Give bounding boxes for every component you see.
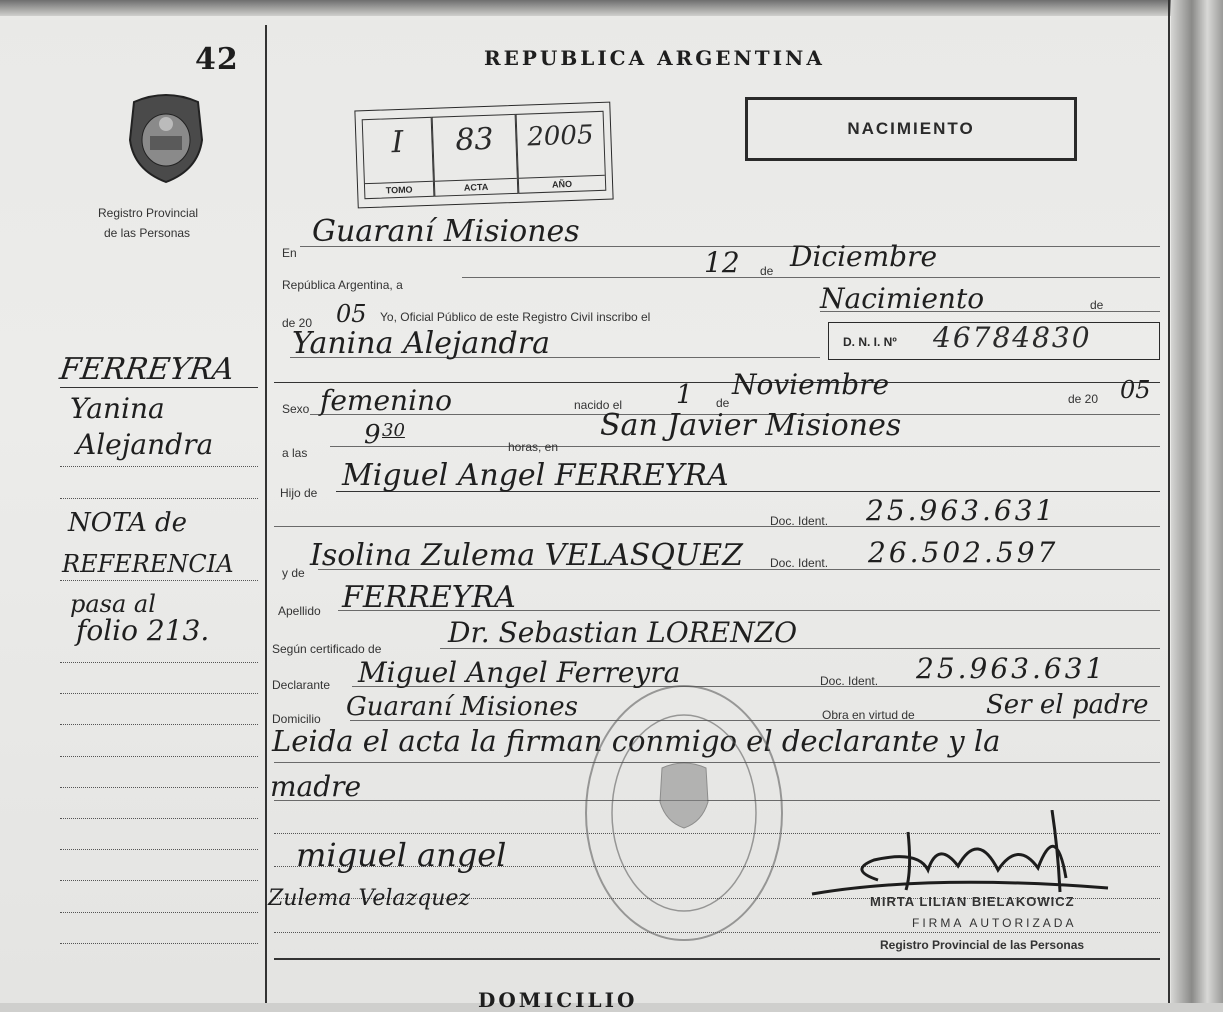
domicilio-value: Guaraní Misiones	[346, 692, 578, 722]
act-type-value: Nacimiento	[820, 282, 985, 315]
hijo-label: Hijo de	[280, 486, 318, 500]
birth-month-value: Noviembre	[732, 368, 890, 401]
apellido-label: Apellido	[278, 604, 321, 618]
closing-line-2: madre	[270, 770, 362, 803]
minutes-value: 30	[382, 420, 405, 441]
margin-rule	[60, 849, 258, 850]
a-las-label: a las	[282, 446, 308, 460]
footer-partial-heading: DOMICILIO	[478, 988, 638, 1012]
y-de-label: y de	[282, 566, 305, 580]
agency-line-1: Registro Provincial	[98, 206, 199, 220]
birth-year-suffix: 05	[1120, 376, 1151, 404]
mother-doc-label: Doc. Ident.	[770, 556, 829, 570]
margin-rule	[60, 662, 258, 663]
obra-value: Ser el padre	[986, 690, 1149, 720]
hour-value: 9	[364, 420, 381, 450]
margin-rule	[60, 943, 258, 944]
signature-mother: Zulema Velazquez	[268, 886, 470, 911]
acta-value: 83	[454, 121, 495, 158]
birth-place-value: San Javier Misiones	[600, 408, 902, 443]
apellido-value: FERREYRA	[342, 580, 516, 615]
declarante-doc-label: Doc. Ident.	[820, 674, 879, 688]
ano-label: AÑO	[519, 175, 605, 191]
margin-rule	[60, 756, 258, 757]
month-value: Diciembre	[790, 240, 938, 273]
coat-of-arms-icon	[124, 92, 208, 184]
birth-day-value: 1	[676, 380, 693, 410]
margin-note-1: NOTA de	[68, 508, 188, 538]
father-value: Miguel Angel FERREYRA	[342, 458, 729, 493]
margin-rule	[60, 580, 258, 581]
margin-rule	[60, 787, 258, 788]
margin-rule	[60, 818, 258, 819]
doctor-value: Dr. Sebastian LORENZO	[448, 616, 798, 649]
form-line	[274, 382, 1160, 383]
nacido-label: nacido el	[574, 398, 623, 412]
tomo-cell	[362, 117, 435, 199]
margin-rule	[60, 912, 258, 913]
page-number: 42	[195, 42, 239, 77]
official-title: FIRMA AUTORIZADA	[912, 916, 1077, 930]
margin-note-4: folio 213.	[76, 614, 210, 647]
mother-doc-value: 26.502.597	[868, 536, 1059, 569]
form-line	[274, 958, 1160, 960]
de3-label: de	[716, 396, 730, 410]
record-type-box	[745, 97, 1077, 161]
father-doc-value: 25.963.631	[866, 494, 1057, 527]
dni-label: D. N. I. Nº	[843, 335, 897, 349]
right-border	[1168, 0, 1170, 1003]
closing-line-1: Leida el acta la firman conmigo el declarante y la	[272, 724, 1001, 758]
tomo-label: TOMO	[365, 181, 433, 196]
oficial-text: Yo, Oficial Público de este Registro Civil inscribo el	[380, 310, 651, 324]
ano-value: 2005	[526, 120, 594, 153]
country-title: REPUBLICA ARGENTINA	[484, 46, 825, 70]
agency-line-2: de las Personas	[104, 226, 191, 240]
ano-cell	[516, 111, 607, 194]
margin-note-2: REFERENCIA	[62, 550, 234, 578]
declarante-value: Miguel Angel Ferreyra	[358, 656, 681, 689]
official-signature-icon	[808, 810, 1128, 906]
signature-declarant: miguel angel	[296, 836, 507, 874]
record-id-box	[354, 102, 613, 209]
margin-rule	[60, 466, 258, 467]
sexo-value: femenino	[320, 384, 452, 417]
form-line	[462, 277, 1160, 278]
acta-cell	[432, 114, 519, 197]
sexo-label: Sexo	[282, 402, 310, 416]
dni-box	[828, 322, 1160, 360]
en-label: En	[282, 246, 297, 260]
day-value: 12	[704, 246, 740, 279]
scan-shadow	[0, 0, 1223, 16]
declarante-label: Declarante	[272, 678, 331, 692]
domicilio-label: Domicilio	[272, 712, 321, 726]
form-line	[330, 446, 1160, 447]
margin-rule	[60, 387, 258, 388]
declarante-doc-value: 25.963.631	[916, 652, 1107, 685]
margin-surname: FERREYRA	[57, 352, 237, 387]
place-value: Guaraní Misiones	[312, 214, 580, 249]
official-seal-icon	[582, 682, 786, 944]
year-suffix: 05	[336, 300, 367, 328]
official-name: MIRTA LILIAN BIELAKOWICZ	[870, 894, 1075, 909]
margin-rule	[60, 498, 258, 499]
official-org: Registro Provincial de las Personas	[880, 938, 1085, 952]
margin-given-1: Yanina	[70, 392, 165, 425]
margin-given-2: Alejandra	[76, 428, 214, 461]
record-type: NACIMIENTO	[847, 119, 975, 138]
dni-value: 46784830	[933, 321, 1092, 354]
acta-label: ACTA	[435, 178, 517, 194]
birth-year-prefix: de 20	[1068, 392, 1099, 406]
segun-label: Según certificado de	[272, 642, 382, 656]
tomo-value: I	[390, 124, 405, 161]
father-doc-label: Doc. Ident.	[770, 514, 829, 528]
name-value: Yanina Alejandra	[292, 326, 550, 361]
horas-label: horas, en	[508, 440, 559, 454]
margin-rule	[60, 693, 258, 694]
de-label: de	[760, 264, 774, 278]
margin-note-3: pasa al	[70, 590, 156, 618]
page-edge	[1171, 0, 1223, 1003]
republica-label: República Argentina, a	[282, 278, 403, 292]
margin-rule	[60, 880, 258, 881]
year-prefix: de 20	[282, 316, 313, 330]
de2-label: de	[1090, 298, 1104, 312]
obra-label: Obra en virtud de	[822, 708, 915, 722]
mother-value: Isolina Zulema VELASQUEZ	[310, 538, 743, 573]
margin-divider	[265, 25, 267, 1003]
margin-rule	[60, 724, 258, 725]
